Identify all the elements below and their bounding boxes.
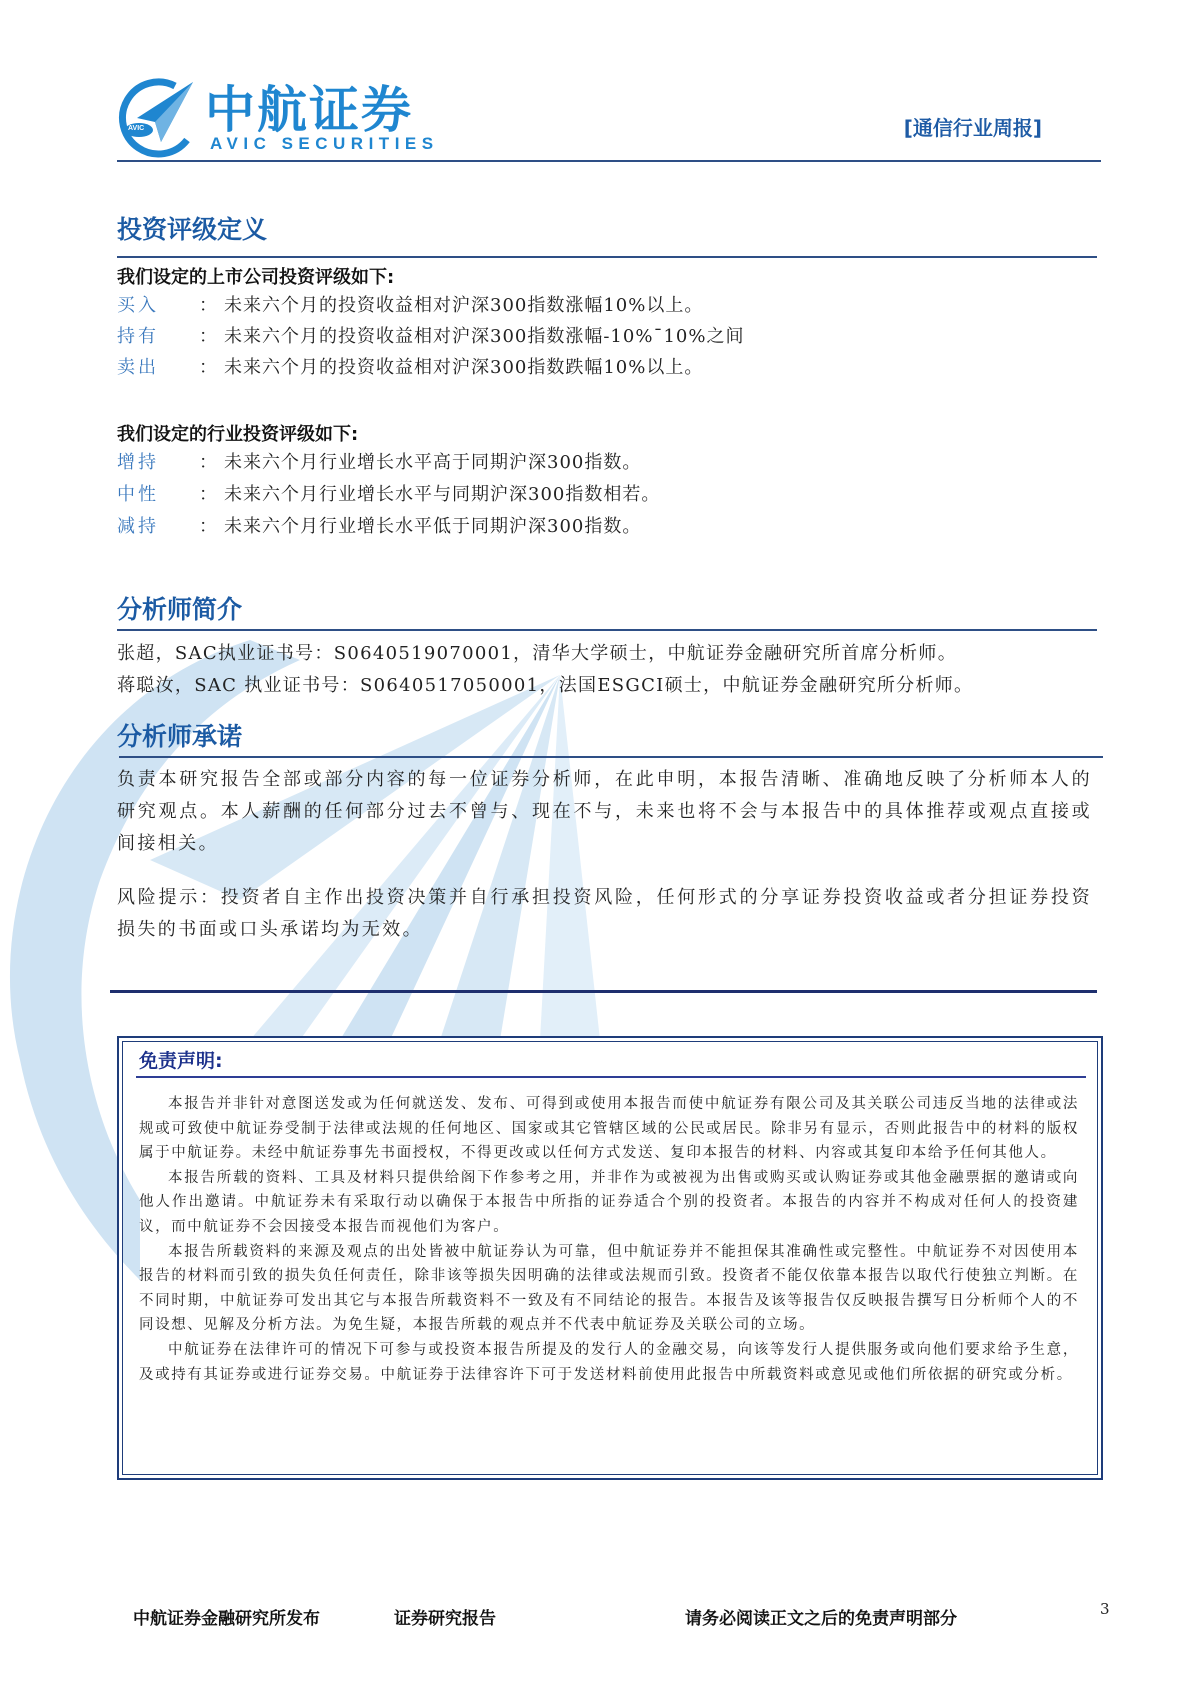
rating-desc: 未来六个月的投资收益相对沪深300指数涨幅10%以上。 [224,295,704,316]
commitment-text: 负责本研究报告全部或部分内容的每一位证券分析师，在此申明，本报告清晰、准确地反映了分析师本人的研究观点。本人薪酬的任何部分过去不曾与、现在不与，未来也将不会与本报告中的具体推荐或观点直接或间接相关。 [117,769,1092,854]
rating-desc: 未来六个月行业增长水平与同期沪深300指数相若。 [224,484,661,505]
risk-warning: 风险提示：投资者自主作出投资决策并自行承担投资风险，任何形式的分享证券投资收益或者分担证券投资损失的书面或口头承诺均为无效。 [117,887,1092,940]
rating-colon: ： [199,484,217,505]
disclaimer-paragraph: 中航证券在法律许可的情况下可参与或投资本报告所提及的发行人的金融交易，向该等发行人提供服务或向他们要求给予生意，及或持有其证券或进行证券交易。中航证券于法律容许下可于发送材料前使用此报告中所载资料或意见或他们所依据的研究或分析。 [139,1341,1079,1383]
rating-colon: ： [199,516,217,537]
rating-label: 减持 [117,516,159,537]
section-divider [119,756,1103,758]
brand-name-en: AVIC SECURITIES [210,134,439,153]
disclaimer-paragraph: 本报告所载资料的来源及观点的出处皆被中航证券认为可靠，但中航证券并不能担保其准确性或完整性。中航证券不对因使用本报告的材料而引致的损失负任何责任，除非该等损失因明确的法律或法规而引致。投资者不能仅依靠本报告以取代行使独立判断。在不同时期，中航证券可发出其它与本报告所载资料不一致及有不同结论的报告。本报告及该等报告仅反映报告撰写日分析师个人的不同设想、见解及分析方法。为免生疑，本报告所载的观点并不代表中航证券及关联公司的立场。 [139,1243,1079,1334]
footer-report-kind: 证券研究报告 [394,1609,496,1629]
disclaimer-body [139,1092,1079,1387]
analyst-line: 张超，SAC执业证书号：S0640519070001，清华大学硕士，中航证券金融研究所首席分析师。 [117,643,958,664]
rating-label: 中性 [117,484,159,505]
rating-colon: ： [199,452,217,473]
rating-colon: ： [199,357,217,378]
logo-badge-text: AVIC [128,125,145,132]
section-divider [117,256,1097,258]
rating-row [117,324,744,350]
rating-row [117,293,703,319]
analyst-line: 蒋聪汝，SAC 执业证书号：S0640517050001，法国ESGCI硕士，中航证券金融研究所分析师。 [117,675,974,696]
industry-rating-heading: 我们设定的行业投资评级如下: [117,424,359,445]
rating-desc: 未来六个月的投资收益相对沪深300指数涨幅-10%¯10%之间 [224,326,745,347]
disclaimer-paragraph: 本报告并非针对意图送发或为任何就送发、发布、可得到或使用本报告而使中航证券有限公司及其关联公司违反当地的法律或法规或可致使中航证券受制于法律或法规的任何地区、国家或其它管辖区域的公民或居民。除非另有显示，否则此报告中的材料的版权属于中航证券。未经中航证券事先书面授权，不得更改或以任何方式发送、复印本报告的材料、内容或其复印本给予任何其他人。 [139,1096,1079,1162]
company-rating-heading: 我们设定的上市公司投资评级如下: [117,267,395,288]
section-title-analysts: 分析师简介 [117,595,243,624]
header-divider [117,160,1101,162]
rating-row [117,482,660,508]
rating-desc: 未来六个月的投资收益相对沪深300指数跌幅10%以上。 [224,357,704,378]
disclaimer-title: 免责声明: [139,1050,223,1072]
rating-colon: ： [199,295,217,316]
section-divider [117,629,1097,631]
rating-label: 持有 [117,326,159,347]
report-type: [通信行业周报] [903,116,1042,140]
section-title-commitment: 分析师承诺 [117,722,243,751]
rating-desc: 未来六个月行业增长水平高于同期沪深300指数。 [224,452,642,473]
disclaimer-paragraph: 本报告所载的资料、工具及材料只提供给阁下作参考之用，并非作为或被视为出售或购买或认购证券或其他金融票据的邀请或向他人作出邀请。中航证券未有采取行动以确保于本报告中所指的证券适合个别的投资者。本报告的内容并不构成对任何人的投资建议，而中航证券不会因接受本报告而视他们为客户。 [139,1169,1079,1235]
disclaimer-divider [136,1076,1086,1078]
footer-notice: 请务必阅读正文之后的免责声明部分 [685,1609,957,1629]
rating-row [117,355,703,381]
rating-row [117,450,641,476]
rating-label: 卖出 [117,357,159,378]
section-title-ratings: 投资评级定义 [117,215,268,244]
rating-label: 增持 [117,452,159,473]
content-end-divider [110,990,1097,993]
rating-row [117,514,641,540]
rating-desc: 未来六个月行业增长水平低于同期沪深300指数。 [224,516,642,537]
footer-publisher: 中航证券金融研究所发布 [133,1609,320,1629]
rating-colon: ： [199,326,217,347]
page-number: 3 [1100,1600,1110,1618]
avic-logo-icon [117,78,199,158]
rating-label: 买入 [117,295,159,316]
brand-name-cn: 中航证券 [205,81,413,139]
